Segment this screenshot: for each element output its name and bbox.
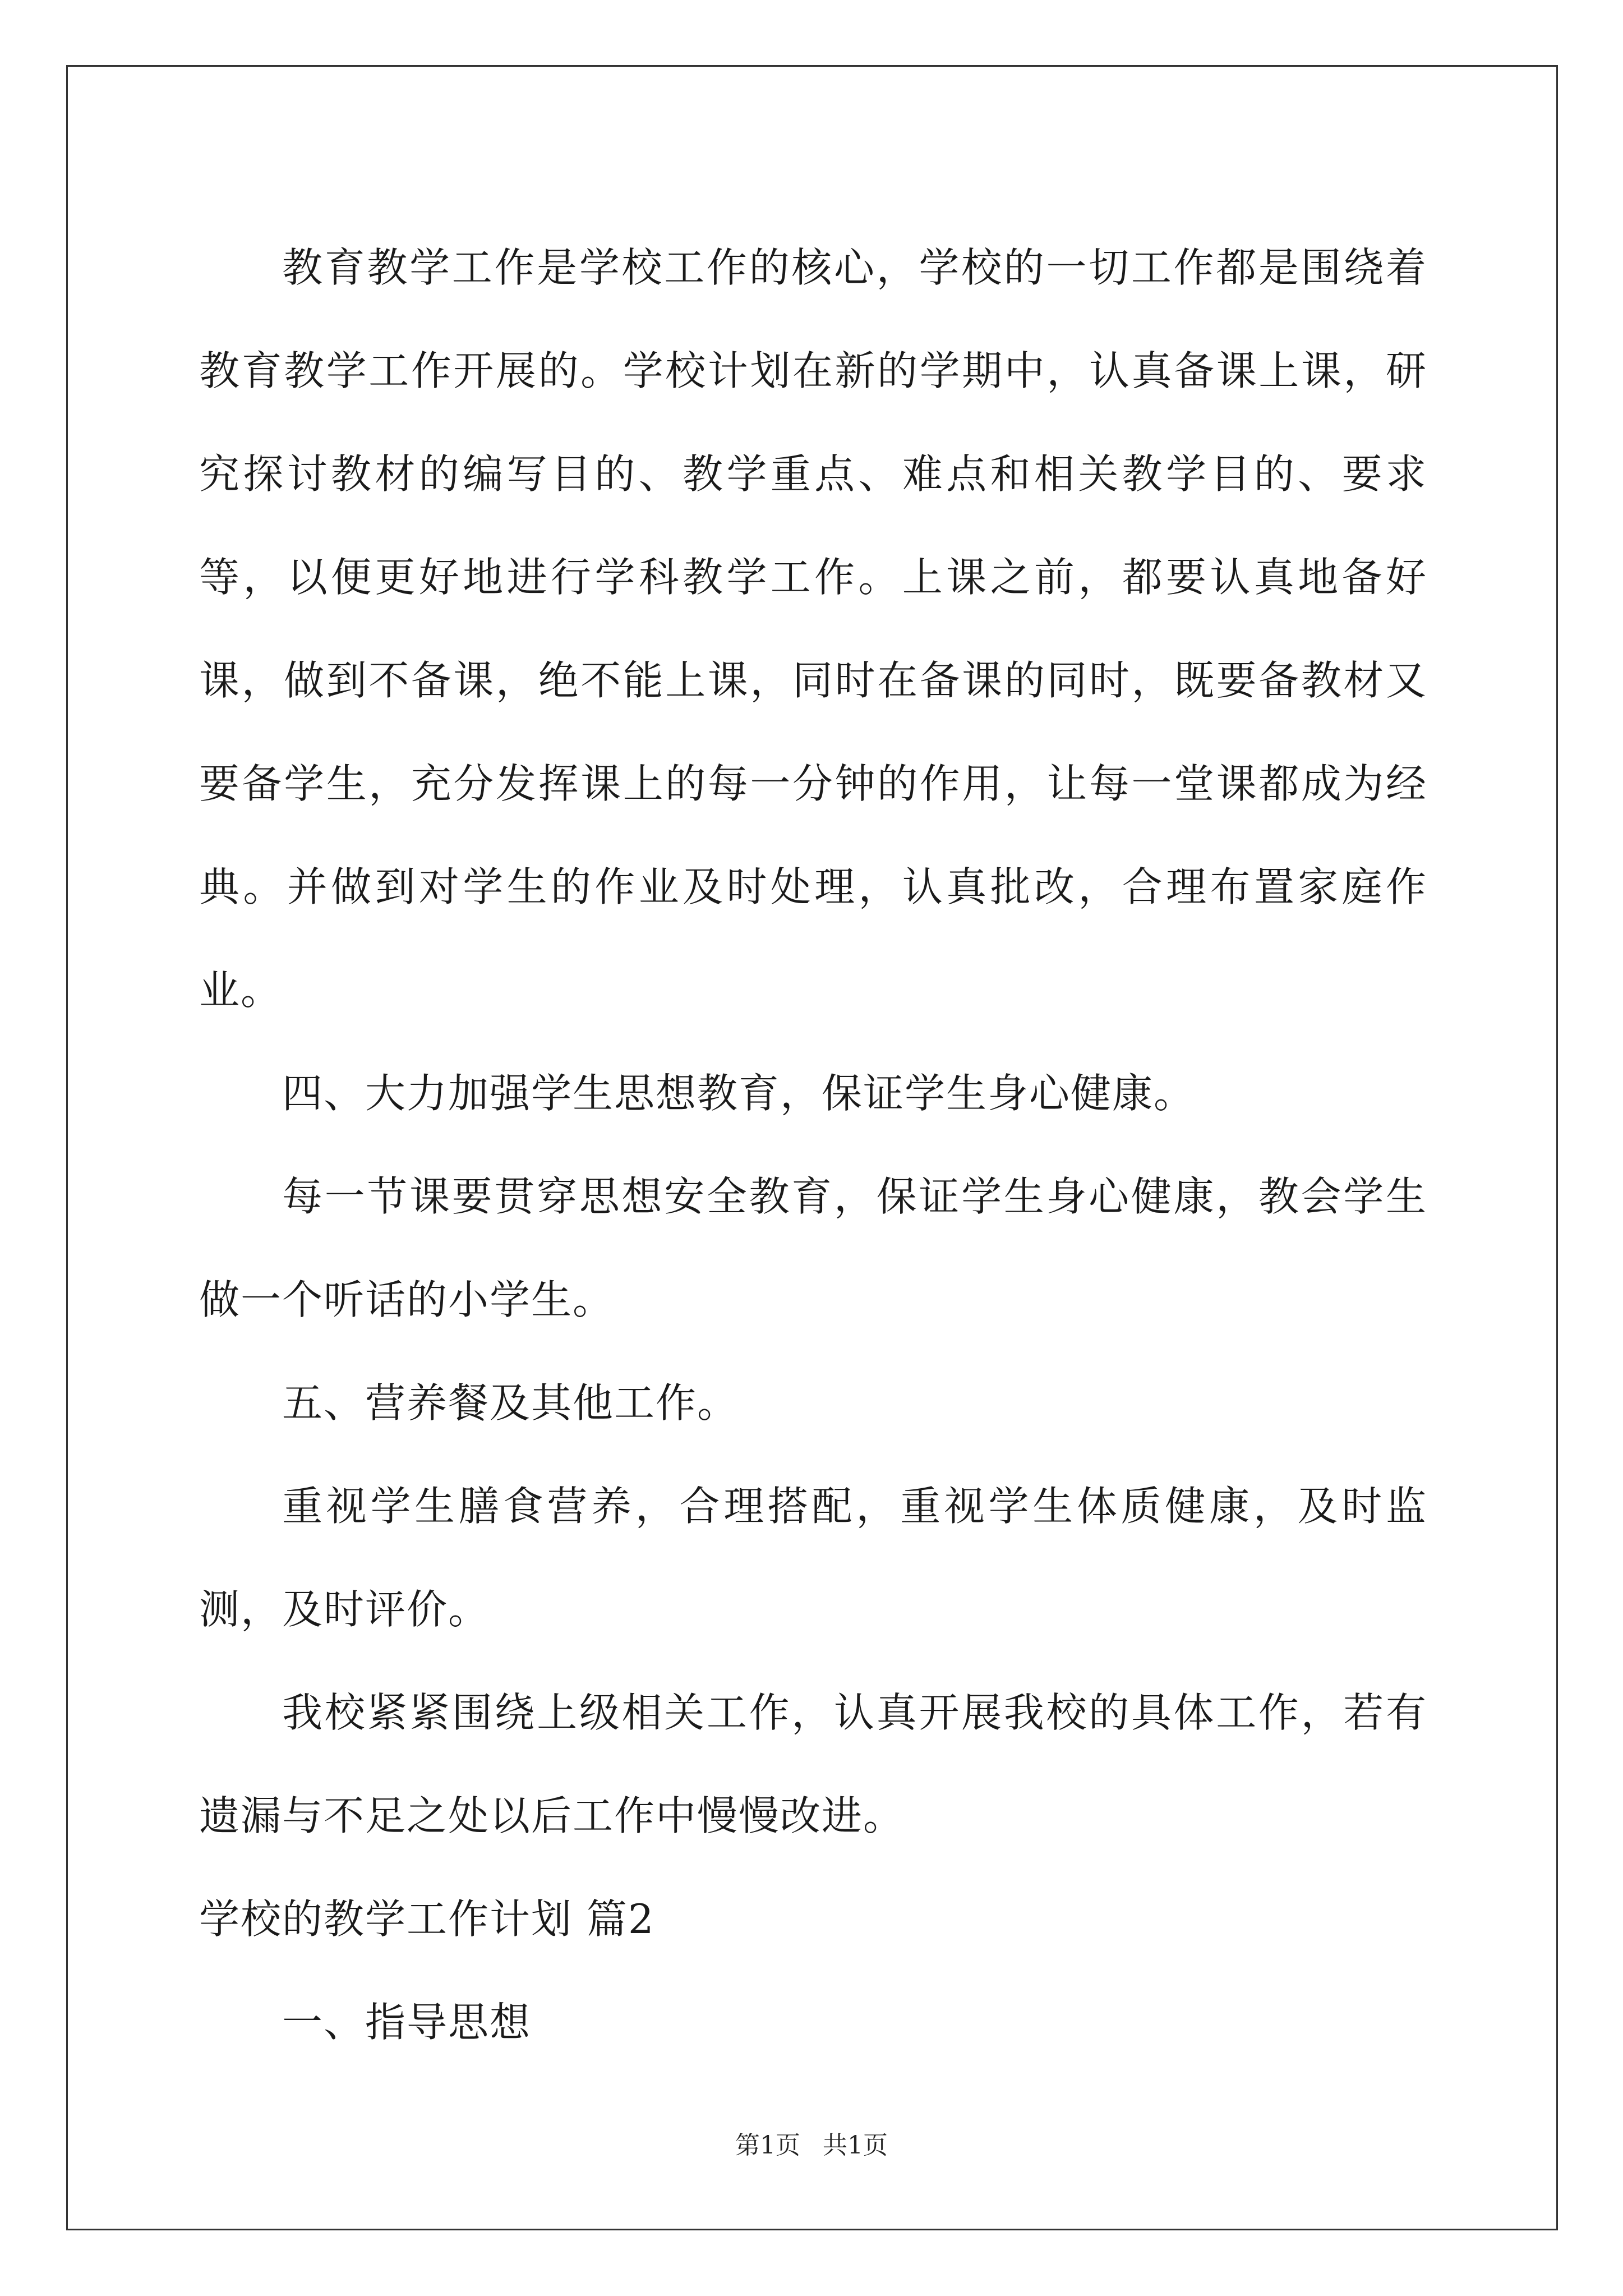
page-footer: [0, 2129, 1623, 2162]
paragraph-teaching-core: 教育教学工作是学校工作的核心，学校的一切工作都是围绕着教育教学工作开展的。学校计划在新的学期中，认真备课上课，研究探讨教材的编写目的、教学重点、难点和相关教学目的、要求等，以便更好地进行学科教学工作。上课之前，都要认真地备好课，做到不备课，绝不能上课，同时在备课的同时，既要备教材又要备学生，充分发挥课上的每一分钟的作用，让每一堂课都成为经典。并做到对学生的作业及时处理，认真批改，合理布置家庭作业。: [199, 244, 1427, 1014]
page-number: 第1页: [735, 2131, 800, 2160]
heading-section-five: 五、营养餐及其他工作。: [282, 1379, 739, 1427]
paragraph-nutrition: 重视学生膳食营养，合理搭配，重视学生体质健康，及时监测，及时评价。: [199, 1483, 1427, 1633]
document-body: [199, 216, 1427, 2074]
paragraph-conclusion: 我校紧紧围绕上级相关工作，认真开展我校的具体工作，若有遗漏与不足之处以后工作中慢慢改进。: [199, 1689, 1427, 1839]
heading-guiding-thought: 一、指导思想: [282, 1999, 532, 2046]
page-total: 共1页: [823, 2131, 888, 2160]
article-title-part-two: 学校的教学工作计划 篇2: [199, 1895, 655, 1943]
paragraph-safety-education: 每一节课要贯穿思想安全教育，保证学生身心健康，教会学生做一个听话的小学生。: [199, 1173, 1427, 1323]
heading-section-four: 四、大力加强学生思想教育，保证学生身心健康。: [282, 1070, 1196, 1117]
